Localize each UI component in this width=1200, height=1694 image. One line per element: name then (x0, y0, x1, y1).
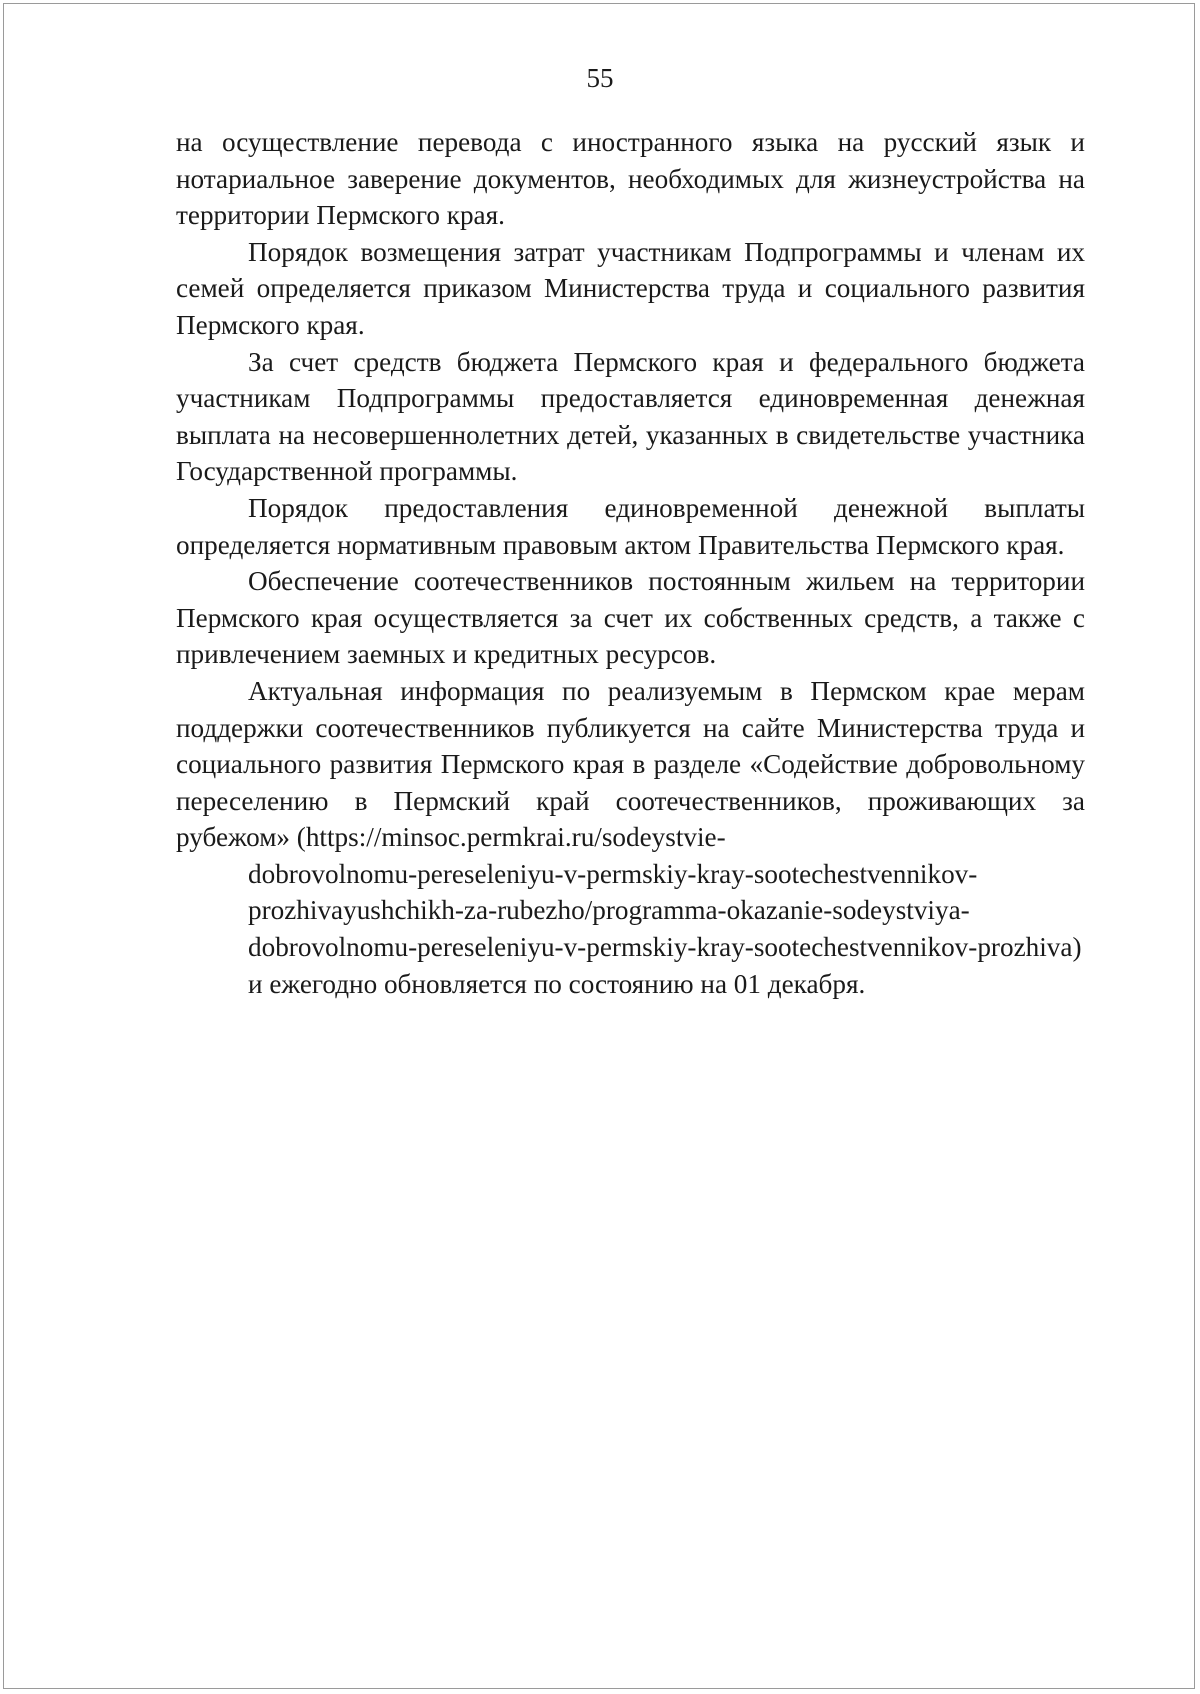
paragraph-housing: Обеспечение соотечественников постоянным жильем на территории Пермского края осуществляется за счет их собственных средств, а также с привлечением заемных и кредитных ресурсов. (176, 566, 1085, 670)
paragraph-one-time-payment: За счет средств бюджета Пермского края и федерального бюджета участникам Подпрограммы предоставляется единовременная денежная выплата на несовершеннолетних детей, указанных в свидетельстве участника Государственной программы. (176, 346, 1085, 487)
paragraph-payment-procedure: Порядок предоставления единовременной денежной выплаты определяется нормативным правовым актом Правительства Пермского края. (176, 492, 1085, 560)
paragraph-continuation: на осуществление перевода с иностранного языка на русский язык и нотариальное заверение документов, необходимых для жизнеустройства на территории Пермского края. (176, 127, 1085, 231)
information-text: Актуальная информация по реализуемым в Пермском крае мерам поддержки соотечественников публикуется на сайте Министерства труда и социального развития Пермского края в разделе «Содействие добровольному переселению в Пермский край соотечественников, проживающих за рубежом» (https://minsoc.permkrai.ru/sodeystvie- (176, 675, 1085, 853)
website-url-line: dobrovolnomu-pereseleniyu-v-permskiy-kray-sootechestvennikov- (248, 858, 978, 889)
document-body (176, 124, 1085, 1002)
page-number: 55 (586, 63, 614, 93)
paragraph-cost-reimbursement: Порядок возмещения затрат участникам Подпрограммы и членам их семей определяется приказом Министерства труда и социального развития Пермского края. (176, 236, 1085, 340)
website-url-line: dobrovolnomu-pereseleniyu-v-permskiy-kray-sootechestvennikov-prozhiva) (248, 932, 1082, 963)
paragraph-current-information (176, 673, 1085, 1002)
update-date-text: и ежегодно обновляется по состоянию на 01 декабря. (248, 968, 866, 999)
website-url-line: prozhivayushchikh-za-rubezho/programma-okazanie-sodeystviya- (248, 895, 970, 926)
